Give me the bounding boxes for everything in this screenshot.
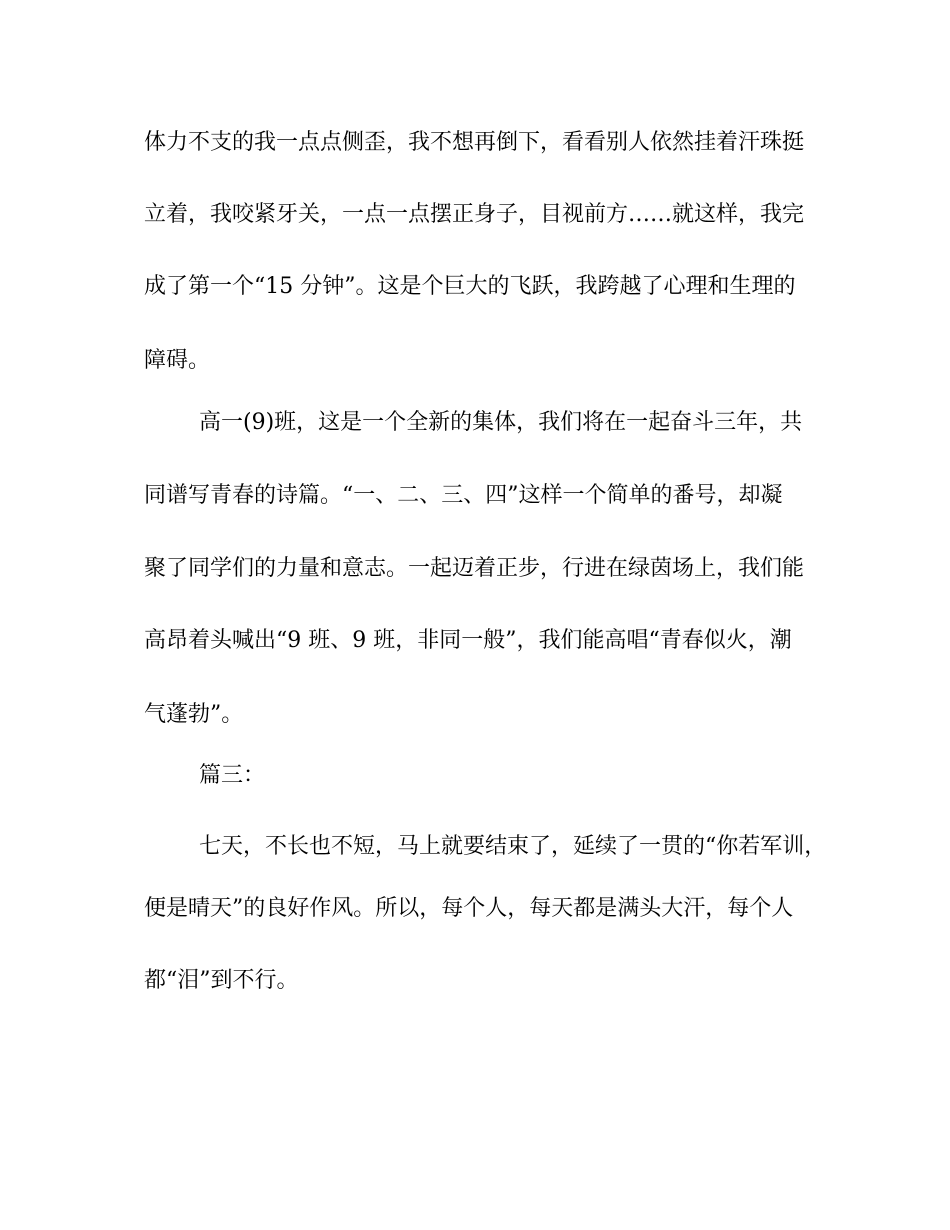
paragraph-line: 体力不支的我一点点侧歪，我不想再倒下，看看别人依然挂着汗珠挺 xyxy=(144,130,805,155)
paragraph-line: 七天，不长也不短，马上就要结束了，延续了一贯的“你若军训， xyxy=(199,834,827,859)
paragraph-line: 障碍。 xyxy=(144,348,211,373)
paragraph-line: 都“泪”到不行。 xyxy=(144,968,299,993)
paragraph-line: 高一(9)班，这是一个全新的集体，我们将在一起奋斗三年，共 xyxy=(199,410,803,435)
paragraph-line: 便是晴天”的良好作风。所以，每个人，每天都是满头大汗，每个人 xyxy=(144,896,794,921)
paragraph-line: 成了第一个“15 分钟”。这是个巨大的飞跃，我跨越了心理和生理的 xyxy=(144,274,796,299)
paragraph-line: 气蓬勃”。 xyxy=(144,702,244,727)
paragraph-line: 高昂着头喊出“9 班、9 班，非同一般”，我们能高唱“青春似火，潮 xyxy=(144,628,792,653)
paragraph-line: 同谱写青春的诗篇。“一、二、三、四”这样一个简单的番号，却凝 xyxy=(144,483,783,508)
paragraph-line: 立着，我咬紧牙关，一点一点摆正身子，目视前方……就这样，我完 xyxy=(144,202,805,227)
section-heading: 篇三： xyxy=(199,763,266,788)
paragraph-line: 聚了同学们的力量和意志。一起迈着正步，行进在绿茵场上，我们能 xyxy=(144,556,805,581)
